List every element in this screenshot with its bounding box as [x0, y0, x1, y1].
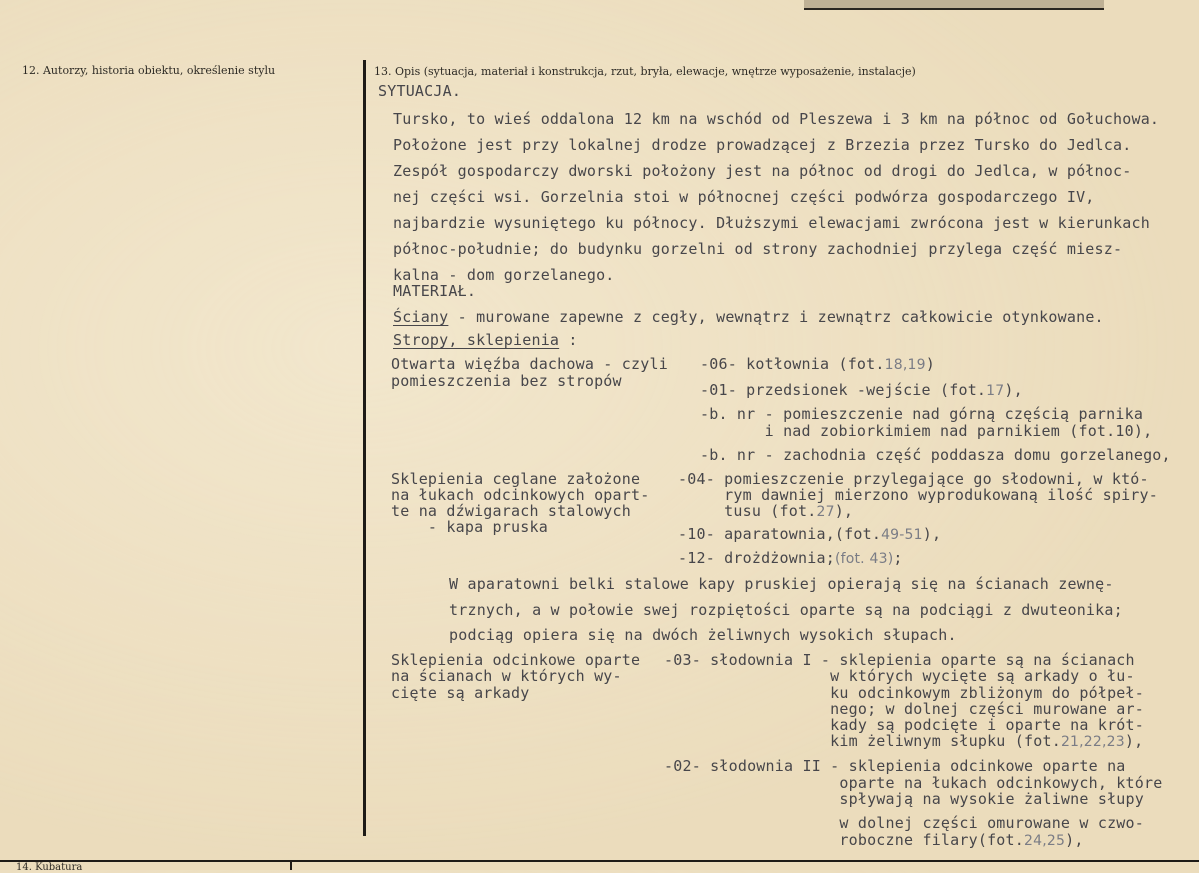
group2-left-4: - kapa pruska: [391, 518, 548, 536]
group1-item-2: -01- przedsionek -wejście (fot.17),: [700, 381, 1023, 399]
stropy-label: Stropy, sklepienia: [393, 331, 560, 349]
handwritten-photo-ref: 27: [816, 504, 835, 520]
group3-item-2: w których wycięte są arkady o łu-: [664, 667, 1135, 685]
group3-left-1: Sklepienia odcinkowe oparte: [391, 651, 641, 669]
group1-item-5: -b. nr - zachodnia część poddasza domu gorzelanego,: [700, 446, 1171, 464]
group2-item-2: rym dawniej mierzono wyprodukowaną ilość spiry-: [678, 486, 1158, 504]
group2-item-5: -12- drożdżownia;(fot. 43);: [678, 549, 903, 567]
stropy-colon: :: [559, 331, 578, 349]
group3-item-8: oparte na łukach odcinkowych, które: [664, 774, 1163, 792]
sytuacja-heading: SYTUACJA.: [378, 82, 462, 100]
group3-item-7: -02- słodownia II - sklepienia odcinkowe oparte na: [664, 757, 1126, 775]
sytuacja-line-4: nej części wsi. Gorzelnia stoi w północnej części podwórza gospodarczego IV,: [393, 188, 1095, 206]
handwritten-photo-ref: 21,22,23: [1060, 734, 1125, 750]
sciany-line: [393, 308, 1104, 326]
bottom-rule: [0, 860, 1199, 862]
material-heading: MATERIAŁ.: [393, 282, 477, 300]
bottom-divider: [290, 860, 292, 870]
sytuacja-line-6: północ-południe; do budynku gorzelni od strony zachodniej przylega część miesz-: [393, 240, 1123, 258]
group3-item-4: nego; w dolnej części murowane ar-: [664, 700, 1144, 718]
sytuacja-line-1: Tursko, to wieś oddalona 12 km na wschód od Pleszewa i 3 km na północ od Gołuchowa.: [393, 110, 1160, 128]
group2-paragraph-1: W aparatowni belki stalowe kapy pruskiej opierają się na ścianach zewnę-: [449, 575, 1114, 593]
handwritten-photo-ref: 17: [986, 383, 1005, 399]
handwritten-photo-ref: 49-51: [881, 527, 923, 543]
sytuacja-line-2: Położone jest przy lokalnej drodze prowadzącej z Brzezia przez Tursko do Jedlca.: [393, 136, 1132, 154]
group1-left-2: pomieszczenia bez stropów: [391, 372, 622, 390]
group1-item-4: i nad zobiorkimiem nad parnikiem (fot.10),: [700, 422, 1153, 440]
group2-paragraph-3: podciąg opiera się na dwóch żeliwnych wysokich słupach.: [449, 626, 957, 644]
field-14-label: 14. Kubatura: [16, 862, 83, 873]
group2-left-2: na łukach odcinkowych opart-: [391, 486, 650, 504]
sytuacja-line-5: najbardzie wysuniętego ku północy. Dłuższymi elewacjami zwrócona jest w kierunkach: [393, 214, 1150, 232]
handwritten-photo-ref: 18,19: [884, 357, 926, 373]
sytuacja-line-7: kalna - dom gorzelanego.: [393, 266, 615, 284]
group3-left-2: na ścianach w których wy-: [391, 667, 622, 685]
group3-left-3: cięte są arkady: [391, 684, 530, 702]
handwritten-photo-ref: (fot. 43): [834, 551, 894, 567]
field-13-label: 13. Opis (sytuacja, materiał i konstrukcja, rzut, bryła, elewacje, wnętrze wyposażenie, instalacje): [374, 65, 916, 78]
group3-item-5: kady są podcięte i oparte na krót-: [664, 716, 1144, 734]
group2-item-4: -10- aparatownia,(fot.49-51),: [678, 525, 942, 543]
group3-item-9: spływają na wysokie żaliwne słupy: [664, 790, 1144, 808]
group2-left-3: te na dźwigarach stalowych: [391, 502, 631, 520]
stropy-line: [393, 331, 578, 349]
field-12-label: 12. Autorzy, historia obiektu, określenie stylu: [22, 64, 276, 77]
group3-item-1: -03- słodownia I - sklepienia oparte są na ścianach: [664, 651, 1135, 669]
group3-item-3: ku odcinkowym zbliżonym do półpeł-: [664, 684, 1144, 702]
sciany-text: - murowane zapewne z cegły, wewnątrz i zewnątrz całkowicie otynkowane.: [448, 308, 1104, 326]
tape-strip: [804, 0, 1104, 10]
group1-item-3: -b. nr - pomieszczenie nad górną częścią parnika: [700, 405, 1144, 423]
group2-paragraph-2: trznych, a w połowie swej rozpiętości oparte są na podciągi z dwuteonika;: [449, 601, 1123, 619]
group3-item-11: roboczne filary(fot.24,25),: [664, 831, 1084, 849]
group3-item-10: w dolnej części omurowane w czwo-: [664, 814, 1144, 832]
column-divider: [363, 60, 366, 836]
handwritten-photo-ref: 24,25: [1024, 833, 1066, 849]
group2-item-1: -04- pomieszczenie przylegające go słodowni, w któ-: [678, 470, 1149, 488]
group1-item-1: -06- kotłownia (fot.18,19): [700, 355, 935, 373]
group2-left-1: Sklepienia ceglane założone: [391, 470, 641, 488]
sciany-label: Ściany: [393, 308, 449, 326]
group3-item-6: kim żeliwnym słupku (fot.21,22,23),: [664, 732, 1144, 750]
group2-item-3: tusu (fot.27),: [678, 502, 854, 520]
group1-left-1: Otwarta więźba dachowa - czyli: [391, 355, 668, 373]
sytuacja-line-3: Zespół gospodarczy dworski położony jest na północ od drogi do Jedlca, w północ-: [393, 162, 1132, 180]
